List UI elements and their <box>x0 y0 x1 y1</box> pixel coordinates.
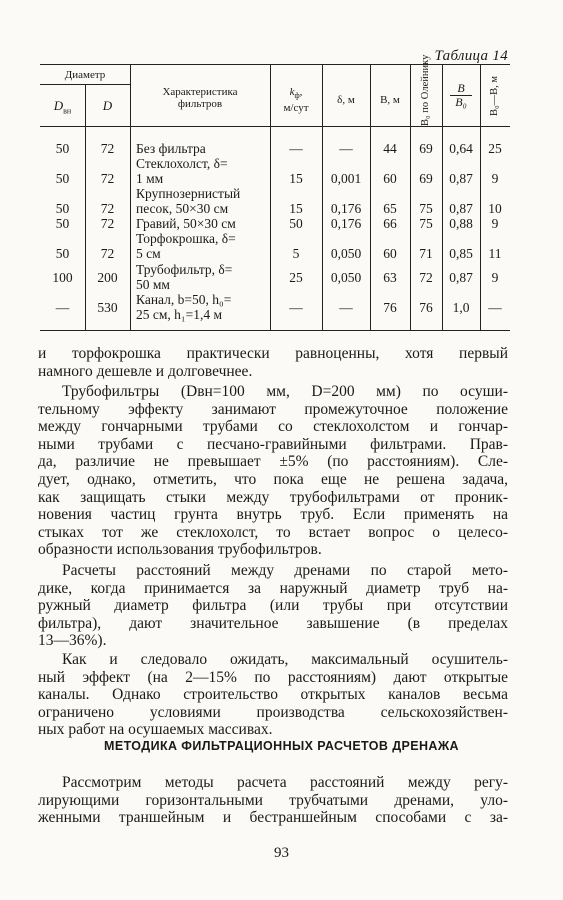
cell-b0: 71 <box>419 246 433 261</box>
cell-b: 65 <box>383 201 397 216</box>
cell-dvn: 50 <box>55 201 70 216</box>
cell-dvn: — <box>55 300 70 315</box>
paragraph-continuation: и торфокрошка практически равноценны, хотя первый намного дешевле и долговечнее. <box>38 345 508 380</box>
cell-d: 200 <box>97 270 118 285</box>
cell-dvn: 50 <box>55 171 70 186</box>
paragraph-open-channels: Как и следовало ожидать, максимальный осушитель- ный эффект (на 2—15% по расстояниям) дают открытые каналы. Однако строительство открытых каналов весьма ограничено условиями производства сельскохозяйствен- ных работ на осушаемых массивах. <box>38 651 508 739</box>
header-diameter: Диаметр <box>64 69 106 81</box>
cell-ratio: 0,87 <box>449 201 473 216</box>
cell-dvn: 50 <box>55 216 70 231</box>
cell-ratio: 0,88 <box>449 216 473 231</box>
cell-kf: — <box>289 300 303 315</box>
table-title: Таблица 14 <box>434 48 508 64</box>
header-delta: δ, м <box>337 94 355 106</box>
cell-filter: Трубофильтр, δ= <box>136 262 233 277</box>
cell-d: 72 <box>100 246 115 261</box>
cell-filter: Крупнозернистый <box>136 186 241 201</box>
cell-d: 72 <box>100 216 115 231</box>
header-b: B, м <box>380 94 400 106</box>
cell-kf: — <box>289 141 303 156</box>
cell-ratio: 1,0 <box>452 300 470 315</box>
cell-b: 76 <box>383 300 397 315</box>
cell-b: 60 <box>383 246 397 261</box>
cell-filter: Канал, b=50, h₀= <box>136 292 232 307</box>
cell-filter: 1 мм <box>136 171 164 186</box>
cell-ratio: 0,64 <box>449 141 473 156</box>
cell-dvn: 50 <box>55 141 70 156</box>
header-kf: $k_ф$, м/сут <box>283 86 309 115</box>
table-col-rule <box>480 64 481 330</box>
cell-filter: Стеклохолст, δ= <box>136 156 228 171</box>
paragraph-methods: Рассмотрим методы расчета расстояний между регу- лирующими горизонтальными трубчатыми дренами, уло- женными траншейным и бестраншейным способами с за- <box>38 774 508 827</box>
cell-diff: 25 <box>488 141 502 156</box>
section-heading: МЕТОДИКА ФИЛЬТРАЦИОННЫХ РАСЧЕТОВ ДРЕНАЖА <box>104 739 459 753</box>
header-ratio: B B₀ <box>442 82 480 108</box>
cell-filter: Гравий, 50×30 см <box>136 216 236 231</box>
header-diff: B₀—B, м <box>489 75 500 117</box>
cell-filter: Торфокрошка, δ= <box>136 231 236 246</box>
cell-diff: 9 <box>491 216 499 231</box>
cell-diff: — <box>488 300 502 315</box>
cell-b: 60 <box>383 171 397 186</box>
cell-ratio: 0,85 <box>449 246 473 261</box>
table-rule-bottom <box>40 330 510 331</box>
table-rule-top <box>40 64 510 65</box>
cell-filter: 25 см, h₁=1,4 м <box>136 307 223 322</box>
cell-kf: 50 <box>289 216 303 231</box>
header-b0: B₀ по Олейнику <box>420 54 431 126</box>
cell-b0: 69 <box>419 141 433 156</box>
cell-delta: — <box>339 141 353 156</box>
cell-delta: 0,001 <box>330 171 362 186</box>
table-rule-header <box>40 126 510 127</box>
table-col-rule <box>410 64 411 330</box>
cell-d: 72 <box>100 201 115 216</box>
cell-filter: 50 мм <box>136 277 170 292</box>
cell-kf: 15 <box>289 171 303 186</box>
cell-diff: 9 <box>491 270 499 285</box>
cell-b0: 76 <box>419 300 433 315</box>
cell-b: 66 <box>383 216 397 231</box>
cell-filter: Без фильтра <box>136 141 206 156</box>
cell-delta: 0,050 <box>330 270 362 285</box>
cell-filter: 5 см <box>136 246 161 261</box>
cell-diff: 11 <box>488 246 502 261</box>
paragraph-tubefilters: Трубофильтры (Dвн=100 мм, D=200 мм) по осуши- тельному эффекту занимают промежуточное положение между гончарными трубами со стеклохолстом и гончар- ными трубами с песчано-гравийными фильтрами. Прав- да, различие не превышает ±5% (по расстояниям). Сле- дует, однако, отметить, что пока еще не решена задача, как защищать стыки между трубофильтрами от проник- новения частиц грунта внутрь труб. Если применять на стыках тот же стеклохолст, то встает вопрос о целесо- образности использования трубофильтров. <box>38 383 508 559</box>
header-d: D <box>102 98 113 113</box>
cell-delta: 0,176 <box>330 201 362 216</box>
cell-d: 530 <box>97 300 118 315</box>
cell-dvn: 100 <box>52 270 73 285</box>
page-number: 93 <box>274 845 289 861</box>
header-d-inner: $D_{вн}$ <box>53 98 72 116</box>
cell-delta: 0,050 <box>330 246 362 261</box>
cell-d: 72 <box>100 171 115 186</box>
cell-ratio: 0,87 <box>449 270 473 285</box>
cell-b0: 75 <box>419 201 433 216</box>
cell-b0: 72 <box>419 270 433 285</box>
cell-kf: 15 <box>289 201 303 216</box>
paragraph-old-method: Расчеты расстояний между дренами по старой мето- дике, когда принимается за наружный диаметр труб на- ружный диаметр фильтра (или трубы при отсутствии фильтра), дают значительное завышение (в пределах 13—36%). <box>38 562 508 650</box>
cell-filter: песок, 50×30 см <box>136 201 229 216</box>
cell-b: 63 <box>383 270 397 285</box>
cell-kf: 25 <box>289 270 303 285</box>
header-filter: Характеристика фильтров <box>162 86 238 110</box>
cell-delta: 0,176 <box>330 216 362 231</box>
cell-diff: 10 <box>488 201 502 216</box>
cell-b0: 69 <box>419 171 433 186</box>
cell-diff: 9 <box>491 171 499 186</box>
cell-b: 44 <box>383 141 397 156</box>
cell-ratio: 0,87 <box>449 171 473 186</box>
cell-dvn: 50 <box>55 246 70 261</box>
cell-kf: 5 <box>292 246 300 261</box>
cell-b0: 75 <box>419 216 433 231</box>
cell-d: 72 <box>100 141 115 156</box>
cell-delta: — <box>339 300 353 315</box>
